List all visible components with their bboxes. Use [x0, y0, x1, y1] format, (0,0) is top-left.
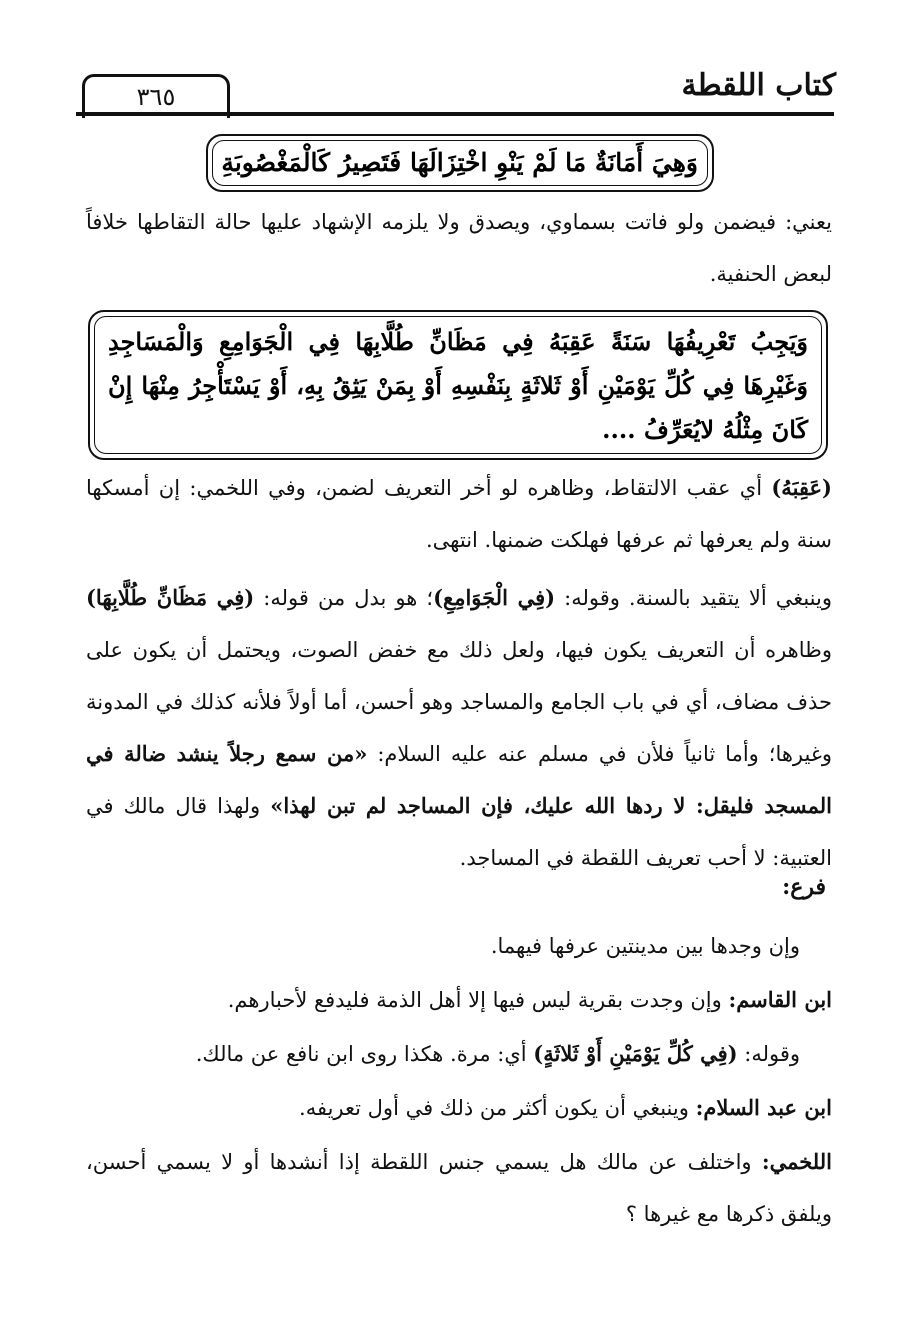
book-title: كتاب اللقطة [681, 68, 836, 103]
paragraph-text: أي: مرة. هكذا روى ابن نافع عن مالك. [195, 1042, 534, 1066]
matn-text: وَهِيَ أَمَانَةٌ مَا لَمْ يَنْوِ اخْتِزَالَهَا فَتَصِيرُ كَالْمَغْصُوبَةِ [221, 148, 698, 177]
header-divider [76, 112, 834, 116]
paragraph-text: وينبغي ألا يتقيد بالسنة. وقوله: [555, 586, 832, 610]
commentary-paragraph [86, 1028, 832, 1080]
matn-text: وَيَجِبُ تَعْرِيفُهَا سَنَةً عَقِبَهُ فِي مَظَانِّ طُلَّابِهَا فِي الْجَوَامِعِ وَالْمَسَاجِدِ وَغَيْرِهَا فِي كُلِّ يَوْمَيْنِ أَوْ ثَلاثَةٍ بِنَفْسِهِ أَوْ بِمَنْ يَثِقُ بِهِ، أَوْ يَسْتَأْجِرُ مِنْهَا إِنْ كَانَ مِثْلُهُ لايُعَرِّفُ .... [108, 327, 808, 444]
paragraph-text: ولهذا قال مالك في العتبية: لا أحب تعريف اللقطة في المساجد. [86, 794, 832, 870]
paragraph-text: وإن وجدها بين مدينتين عرفها فيهما. [490, 934, 800, 958]
matn-box-announcement [88, 310, 828, 460]
paragraph-text: واختلف عن مالك هل يسمي جنس اللقطة إذا أنشدها أو لا يسمي أحسن، ويلفق ذكرها مع غيرها ؟ [86, 1150, 832, 1226]
paragraph-text: وظاهره أن التعريف يكون فيها، ولعل ذلك مع خفض الصوت، ويحتمل أن يكون على حذف مضاف، أي في باب الجامع والمساجد وهو أحسن، أما أولاً فلأنه كذلك في المدونة وغيرها؛ وأما ثانياً فلأن في مسلم عنه عليه السلام: [86, 638, 832, 766]
paragraph-text: وإن وجدت بقرية ليس فيها إلا أهل الذمة فليدفع لأحبارهم. [227, 988, 729, 1012]
paragraph-text: أي عقب الالتقاط، وظاهره لو أخر التعريف لضمن، وفي اللخمي: إن أمسكها سنة ولم يعرفها ثم عرفها فهلكت ضمنها. انتهى. [86, 476, 832, 552]
scholar-label: ابن القاسم: [728, 987, 832, 1012]
commentary-paragraph [86, 462, 832, 566]
quoted-term: (عَقِبَهُ) [771, 475, 832, 500]
section-heading: فرع: [782, 874, 826, 900]
paragraph-text: وقوله: [737, 1042, 800, 1066]
paragraph-text: وينبغي أن يكون أكثر من ذلك في أول تعريفه. [299, 1096, 696, 1120]
commentary-paragraph [86, 1136, 832, 1240]
commentary-paragraph [86, 196, 832, 300]
page-header [76, 64, 836, 114]
scholar-label: اللخمي: [761, 1149, 832, 1174]
scholar-label: ابن عبد السلام: [695, 1095, 832, 1120]
quoted-term: (فِي الْجَوَامِعِ) [433, 585, 556, 610]
commentary-paragraph [86, 974, 832, 1026]
paragraph-text: يعني: فيضمن ولو فاتت بسماوي، ويصدق ولا يلزمه الإشهاد عليها حالة التقاطها خلافاً لبعض الحنفية. [86, 210, 832, 286]
paragraph-text: ؛ هو بدل من قوله: [254, 586, 434, 610]
page-number: ٣٦٥ [82, 74, 230, 118]
commentary-paragraph [86, 920, 832, 972]
commentary-paragraph [86, 1082, 832, 1134]
quoted-term: (فِي مَظَانِّ طُلَّابِهَا) [86, 585, 255, 610]
matn-box-trust [206, 134, 714, 192]
quoted-term: (فِي كُلِّ يَوْمَيْنِ أَوْ ثَلاثَةٍ) [533, 1041, 738, 1066]
commentary-paragraph [86, 572, 832, 884]
hadith-quote: «من سمع رجلاً ينشد ضالة في المسجد فليقل: لا ردها الله عليك، فإن المساجد لم تبن لهذا» [86, 741, 832, 818]
